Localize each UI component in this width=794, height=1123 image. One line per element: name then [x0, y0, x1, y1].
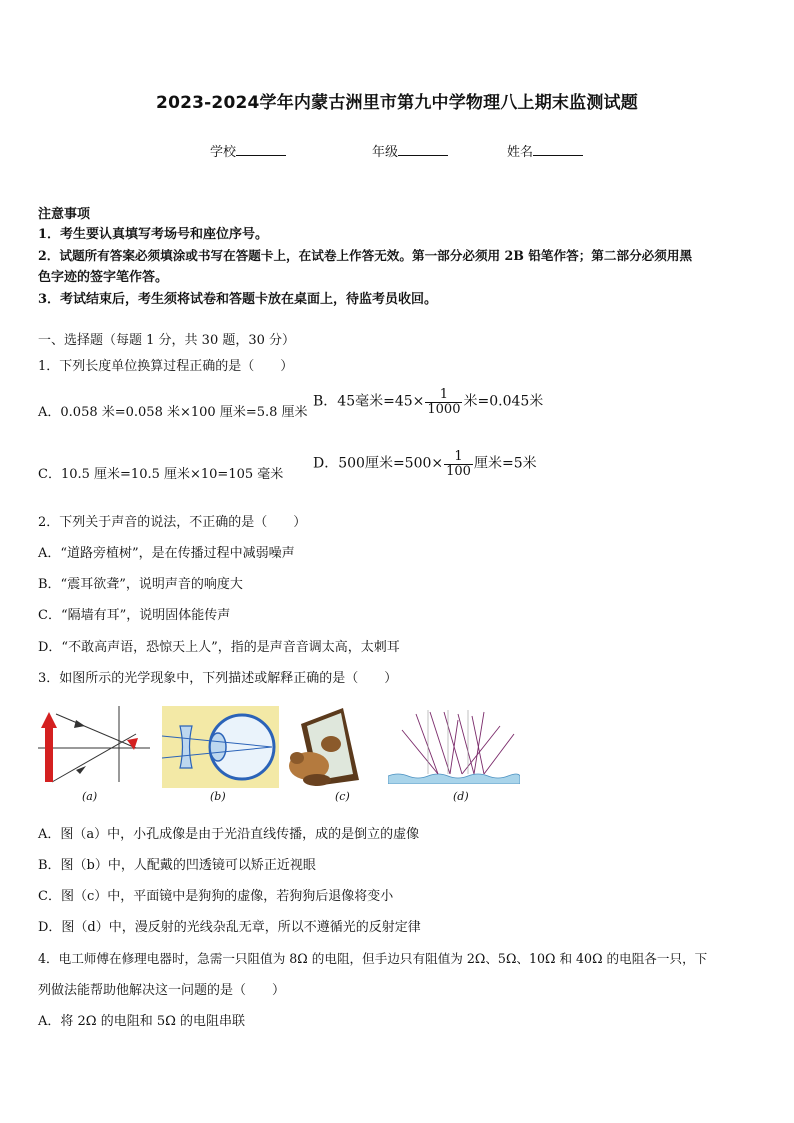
figure-b-label: (b)	[210, 790, 226, 803]
eye-lens-figure	[162, 706, 279, 788]
name-label: 姓名	[507, 145, 534, 160]
figure-c-label: (c)	[335, 790, 350, 803]
q3-stem: 3．如图所示的光学现象中，下列描述或解释正确的是（ ）	[38, 671, 398, 686]
q1-b-fraction	[425, 388, 462, 416]
q1-b-numerator: 1	[425, 388, 462, 403]
q1-option-d[interactable]	[313, 450, 537, 478]
school-label: 学校	[210, 145, 237, 160]
q1-option-a[interactable]: A．0.058 米=0.058 米×100 厘米=5.8 厘米	[38, 405, 308, 420]
q4-option-a[interactable]: A．将 2Ω 的电阻和 5Ω 的电阻串联	[38, 1014, 246, 1029]
q2-option-a[interactable]: A．“道路旁植树”，是在传播过程中减弱噪声	[38, 546, 295, 561]
mirror-dog-figure	[287, 704, 361, 788]
q1-d-fraction	[444, 450, 473, 478]
q4-stem-line1: 4．电工师傅在修理电器时，急需一只阻值为 8Ω 的电阻，但手边只有阻值为 2Ω、5Ω、10Ω 和 40Ω 的电阻各一只，下	[38, 951, 708, 966]
notice-heading: 注意事项	[38, 207, 91, 222]
q1-d-prefix: D．500厘米=500×	[313, 455, 444, 472]
q1-b-prefix: B．45毫米=45×	[313, 393, 425, 410]
grade-label: 年级	[372, 145, 399, 160]
grade-field[interactable]	[372, 141, 448, 160]
q3-option-b[interactable]: B．图（b）中，人配戴的凹透镜可以矫正近视眼	[38, 858, 316, 873]
figure-a-label: (a)	[82, 790, 98, 803]
notice-item-2-line2: 色字迹的签字笔作答。	[38, 270, 169, 285]
q1-option-b[interactable]	[313, 388, 543, 416]
diffuse-reflection-figure	[388, 710, 520, 784]
q1-d-denominator: 100	[446, 463, 471, 479]
q3-option-c[interactable]: C．图（c）中，平面镜中是狗狗的虚像，若狗狗后退像将变小	[38, 889, 394, 904]
q2-stem: 2．下列关于声音的说法，不正确的是（ ）	[38, 515, 307, 530]
notice-item-2-line1: 2．试题所有答案必须填涂或书写在答题卡上，在试卷上作答无效。第一部分必须用 2B 铅笔作答；第二部分必须用黑	[38, 248, 693, 263]
pinhole-figure	[38, 704, 150, 788]
q3-option-a[interactable]: A．图（a）中，小孔成像是由于光沿直线传播，成的是倒立的虚像	[38, 827, 420, 842]
section-heading: 一、选择题（每题 1 分，共 30 题，30 分）	[38, 333, 296, 348]
q1-d-suffix: 厘米=5米	[473, 455, 537, 472]
figure-d-label: (d)	[453, 790, 469, 803]
page-title: 2023-2024学年内蒙古洲里市第九中学物理八上期末监测试题	[156, 93, 638, 113]
q2-option-b[interactable]: B．“震耳欲聋”，说明声音的响度大	[38, 577, 243, 592]
name-field[interactable]	[507, 141, 583, 160]
q2-option-d[interactable]: D．“不敢高声语，恐惊天上人”，指的是声音音调太高，太刺耳	[38, 640, 400, 655]
school-field[interactable]	[210, 141, 286, 160]
notice-item-1: 1．考生要认真填写考场号和座位序号。	[38, 227, 269, 242]
q1-stem: 1．下列长度单位换算过程正确的是（ ）	[38, 359, 294, 374]
notice-item-3: 3．考试结束后，考生须将试卷和答题卡放在桌面上，待监考员收回。	[38, 292, 438, 307]
q1-b-denominator: 1000	[427, 401, 461, 417]
q2-option-c[interactable]: C．“隔墙有耳”，说明固体能传声	[38, 608, 231, 623]
q1-d-numerator: 1	[444, 450, 473, 465]
q3-option-d[interactable]: D．图（d）中，漫反射的光线杂乱无章，所以不遵循光的反射定律	[38, 920, 421, 935]
q4-stem-line2: 列做法能帮助他解决这一问题的是（ ）	[38, 983, 286, 998]
q1-b-suffix: 米=0.045米	[463, 393, 544, 410]
q1-option-c[interactable]: C．10.5 厘米=10.5 厘米×10=105 毫米	[38, 467, 284, 482]
